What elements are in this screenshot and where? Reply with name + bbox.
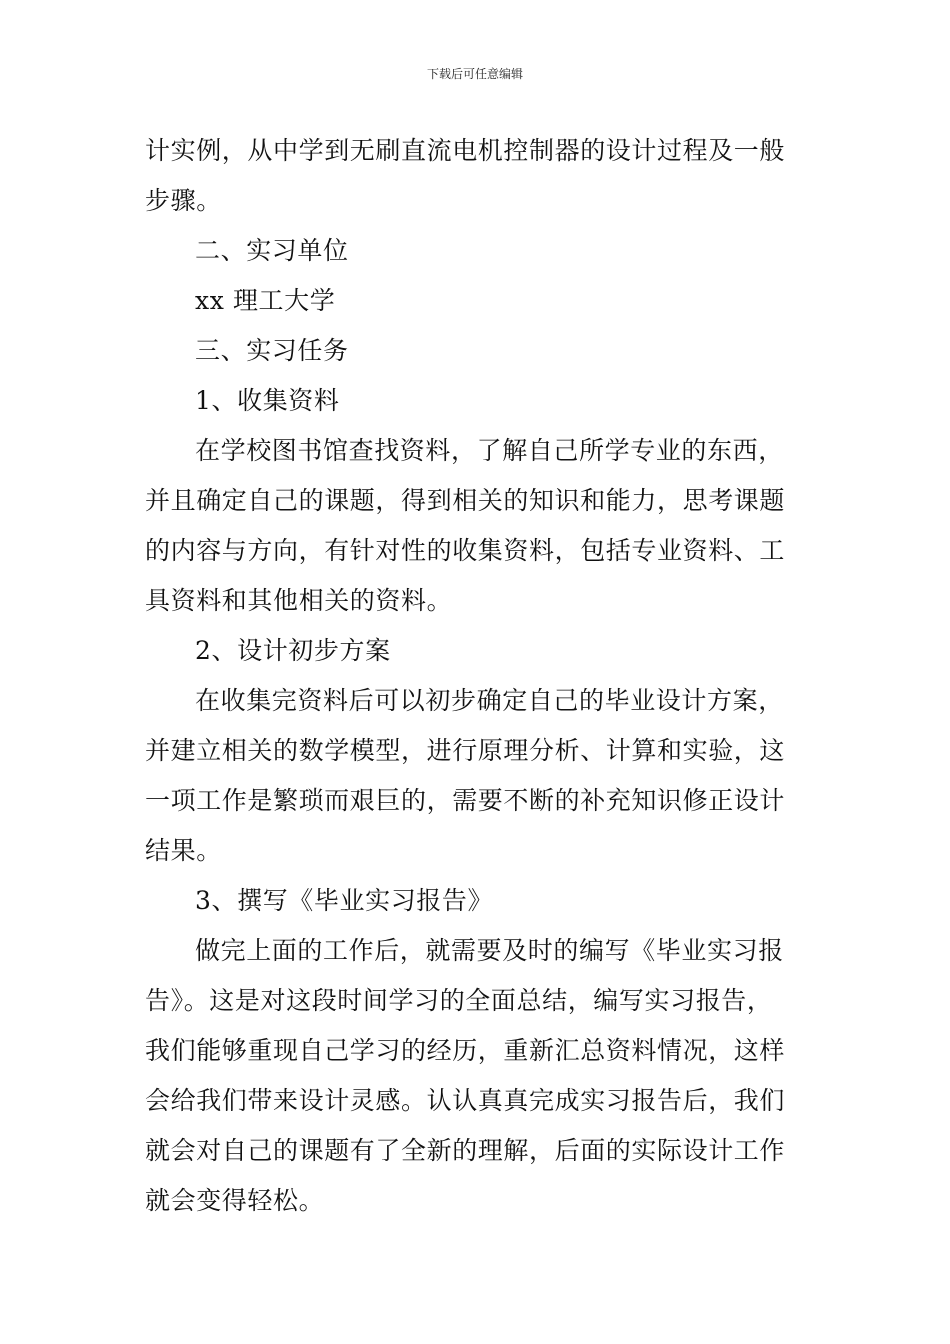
text-line: 在收集完资料后可以初步确定自己的毕业设计方案，: [195, 686, 784, 715]
text-line: 结果。: [145, 836, 222, 865]
text-line: 具资料和其他相关的资料。: [145, 586, 453, 615]
text-line: xx 理工大学: [195, 286, 336, 315]
page-header: 下载后可任意编辑: [426, 67, 523, 81]
text-line: 我们能够重现自己学习的经历，重新汇总资料情况，这样: [145, 1036, 786, 1065]
text-line: 会给我们带来设计灵感。认认真真完成实习报告后，我们: [145, 1086, 786, 1115]
subsection-heading: 3、撰写《毕业实习报告》: [195, 886, 494, 915]
text-line: 做完上面的工作后，就需要及时的编写《毕业实习报: [195, 936, 784, 965]
document-body: [145, 126, 807, 1226]
text-line: 就会对自己的课题有了全新的理解，后面的实际设计工作: [145, 1136, 786, 1165]
text-line: 步骤。: [145, 186, 222, 215]
text-line: 并且确定自己的课题，得到相关的知识和能力，思考课题: [145, 486, 786, 515]
text-line: 就会变得轻松。: [145, 1186, 325, 1215]
subsection-heading: 1、收集资料: [195, 386, 340, 415]
subsection-heading: 2、设计初步方案: [195, 636, 391, 665]
text-line: 在学校图书馆查找资料，了解自己所学专业的东西，: [195, 436, 784, 465]
text-line: 并建立相关的数学模型，进行原理分析、计算和实验，这: [145, 736, 786, 765]
text-line: 的内容与方向，有针对性的收集资料，包括专业资料、工: [145, 536, 786, 565]
text-line: 告》。这是对这段时间学习的全面总结，编写实习报告，: [145, 986, 773, 1015]
text-line: 一项工作是繁琐而艰巨的，需要不断的补充知识修正设计: [145, 786, 786, 815]
section-heading: 二、实习单位: [195, 236, 349, 265]
section-heading: 三、实习任务: [195, 336, 349, 365]
text-line: 计实例，从中学到无刷直流电机控制器的设计过程及一般: [145, 136, 786, 165]
